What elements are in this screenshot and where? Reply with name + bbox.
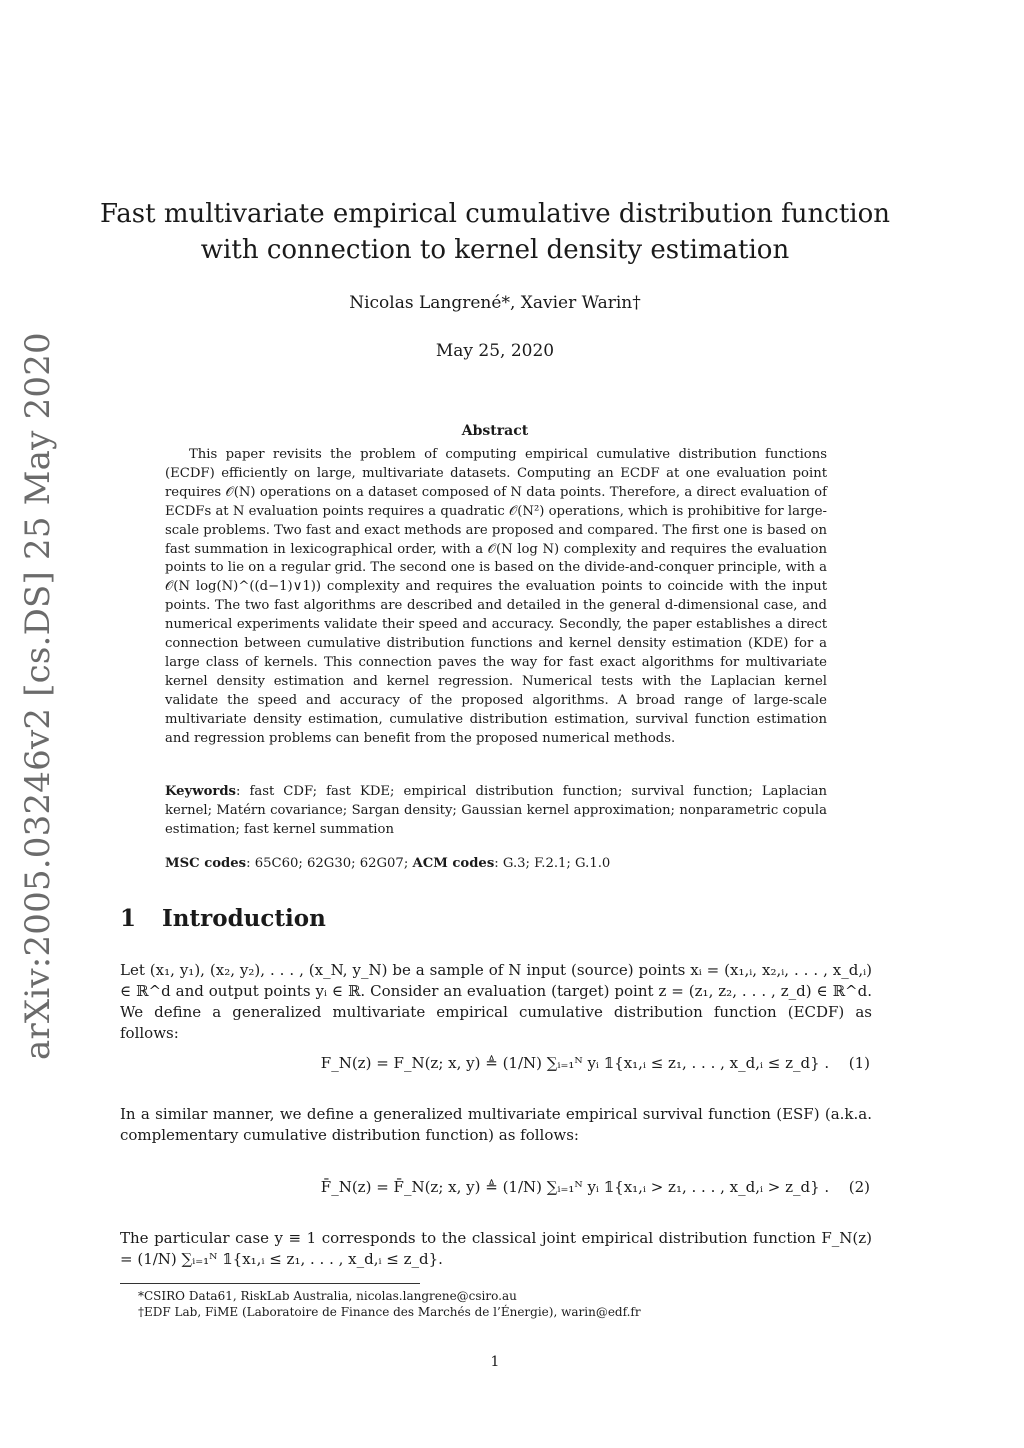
abstract-text: This paper revisits the problem of computing empirical cumulative distribution functions (ECDF) efficiently on large, multivariate datasets. Computing an ECDF at one evaluation point requires 𝒪(N) operations on a dataset composed of N data points. Therefore, a direct evaluation of ECDFs at N evaluation points requires a quadratic 𝒪(N²) operations, which is prohibitive for large-scale problems. Two fast and exact methods are proposed and compared. The first one is based on fast summation in lexicographical order, with a 𝒪(N log N) complexity and requires the evaluation points to lie on a regular grid. The second one is based on the divide-and-conquer principle, with a 𝒪(N log(N)^((d−1)∨1)) complexity and requires the evaluation points to coincide with the input points. The two fast algorithms are described and detailed in the general d-dimensional case, and numerical experiments validate their speed and accuracy. Secondly, the paper establishes a direct connection between cumulative distribution functions and kernel density estimation (KDE) for a large class of kernels. This connection paves the way for fast exact algorithms for multivariate kernel density estimation and kernel regression. Numerical tests with the Laplacian kernel validate the speed and accuracy of the proposed algorithms. A broad range of large-scale multivariate density estimation, cumulative distribution estimation, survival function estimation and regression problems can benefit from the proposed numerical methods. xyxy=(165,447,827,746)
keywords-text: : fast CDF; fast KDE; empirical distribution function; survival function; Laplacian kernel; Matérn covariance; Sargan density; Gaussian kernel approximation; nonparametric copula estimation; fast kernel summation xyxy=(165,784,827,837)
title-line-1: Fast multivariate empirical cumulative distribution function xyxy=(100,199,891,229)
date: May 25, 2020 xyxy=(435,341,555,361)
authors: Nicolas Langrené*, Xavier Warin† xyxy=(349,293,641,313)
equation-2 xyxy=(120,1160,872,1220)
msc-text: : 65C60; 62G30; 62G07; xyxy=(246,856,413,871)
section-title: Introduction xyxy=(162,905,326,932)
paper-title xyxy=(100,196,890,268)
acm-label: ACM codes xyxy=(412,856,495,871)
equation-1 xyxy=(120,1036,872,1096)
equation-2-number: (2) xyxy=(848,1178,870,1196)
title-line-2: with connection to kernel density estimation xyxy=(200,235,790,265)
section-heading xyxy=(120,905,326,932)
classification-codes xyxy=(165,855,827,874)
page-number: 1 xyxy=(490,1354,500,1370)
equation-1-number: (1) xyxy=(848,1054,870,1072)
section-number: 1 xyxy=(120,905,137,932)
paragraph-2: In a similar manner, we define a generalized multivariate empirical survival function (ESF) (a.k.a. complementary cumulative distribution function) as follows: xyxy=(120,1105,872,1144)
paragraph-1: Let (x₁, y₁), (x₂, y₂), . . . , (x_N, y_N) be a sample of N input (source) points xᵢ = (x₁,ᵢ, x₂,ᵢ, . . . , x_d,ᵢ) ∈ ℝ^d and output points yᵢ ∈ ℝ. Consider an evaluation (target) point z = (z₁, z₂, . . . , z_d) ∈ ℝ^d. We define a generalized multivariate empirical cumulative distribution function (ECDF) as follows: xyxy=(120,961,872,1042)
abstract-heading: Abstract xyxy=(461,423,529,439)
equation-1-expr: F_N(z) = F_N(z; x, y) ≜ (1/N) ∑ᵢ₌₁ᴺ yᵢ 𝟙{x₁,ᵢ ≤ z₁, . . . , x_d,ᵢ ≤ z_d} . xyxy=(320,1054,830,1072)
footnote-2: †EDF Lab, FiME (Laboratoire de Finance des Marchés de l’Énergie), warin@edf.fr xyxy=(138,1305,641,1319)
acm-text: : G.3; F.2.1; G.1.0 xyxy=(494,856,611,871)
footnote-1: *CSIRO Data61, RiskLab Australia, nicolas.langrene@csiro.au xyxy=(138,1289,517,1303)
arxiv-side-stamp: arXiv:2005.03246v2 [cs.DS] 25 May 2020 xyxy=(18,332,58,1060)
equation-2-expr: F̄_N(z) = F̄_N(z; x, y) ≜ (1/N) ∑ᵢ₌₁ᴺ yᵢ 𝟙{x₁,ᵢ > z₁, . . . , x_d,ᵢ > z_d} . xyxy=(320,1178,830,1196)
footnote-rule xyxy=(120,1283,420,1284)
msc-label: MSC codes xyxy=(165,856,247,871)
paragraph-3: The particular case y ≡ 1 corresponds to the classical joint empirical distribution function F_N(z) = (1/N) ∑ᵢ₌₁ᴺ 𝟙{x₁,ᵢ ≤ z₁, . . . , x_d,ᵢ ≤ z_d}. xyxy=(120,1229,872,1268)
keywords xyxy=(165,783,827,840)
keywords-label: Keywords xyxy=(165,784,236,799)
